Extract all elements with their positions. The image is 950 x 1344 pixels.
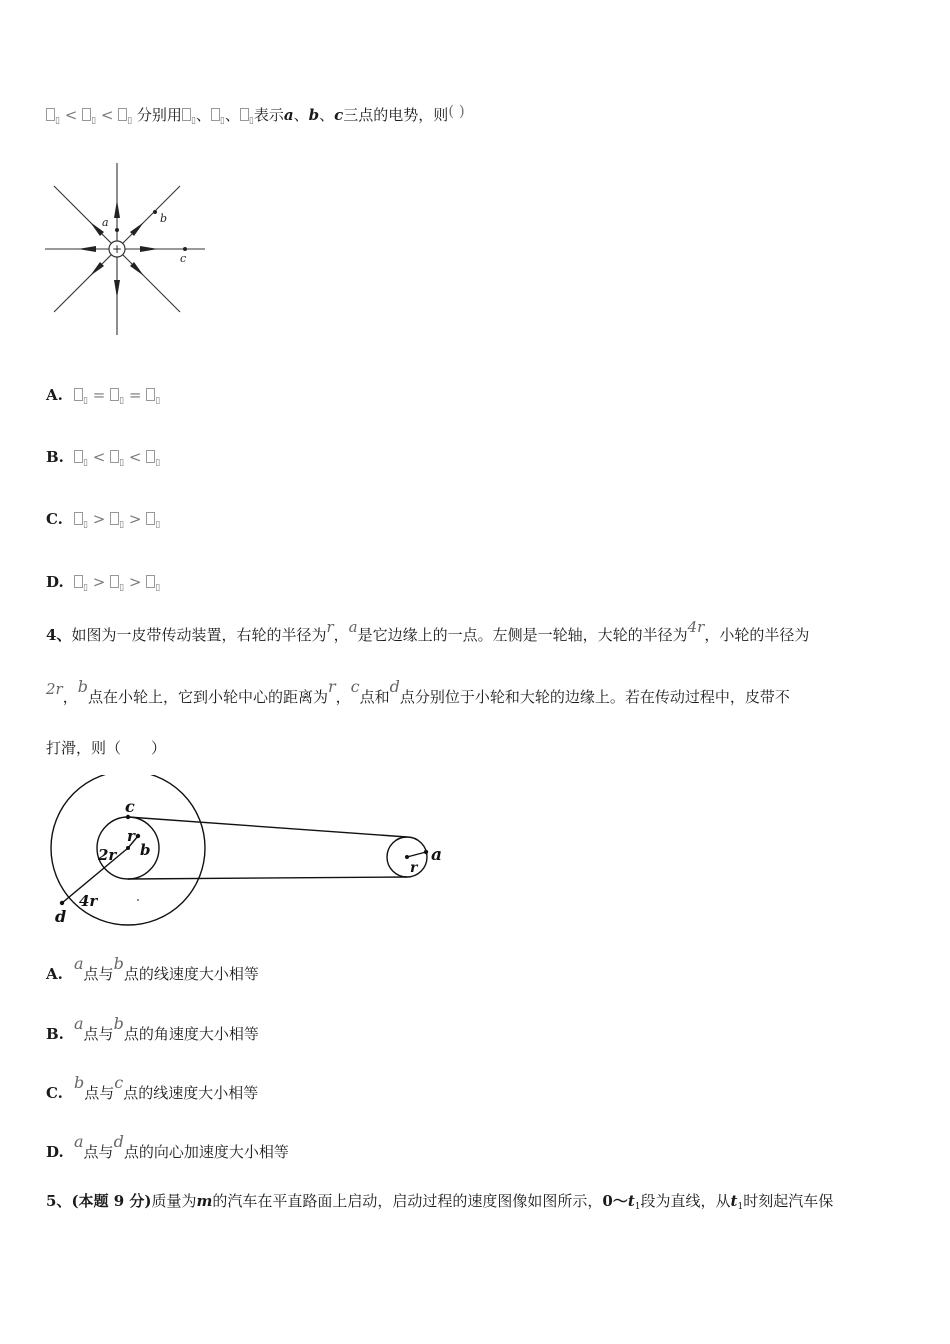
q3-option-c[interactable]: C. $_▯$ > $_▯$ > $_▯$ (46, 510, 161, 530)
q5-stem-line1: 5、(本题 9 分)质量为m的汽车在平直路面上启动，启动过程的速度图像如图所示，$0\sim t_1$段为直线，从$t_1$时刻起汽车保 (46, 1192, 834, 1212)
q3-option-b[interactable]: B. $_▯$ < $_▯$ < $_▯$ (46, 448, 161, 468)
q4-option-b[interactable]: B.a点与b点的角速度大小相等 (46, 1014, 259, 1043)
q4-option-d[interactable]: D.a点与d点的向心加速度大小相等 (46, 1132, 289, 1161)
point-c-dot (183, 247, 187, 251)
point-charge-field-figure (40, 158, 210, 343)
point-c-label: c (180, 252, 187, 265)
label-r-right: r (410, 860, 418, 876)
label-b: b (140, 841, 151, 859)
q4-stem-line3: 打滑，则（ ） (46, 739, 167, 757)
svg-text:+: + (111, 242, 123, 256)
right-wheel-center (405, 855, 409, 859)
belt-bottom (128, 877, 407, 879)
q4-option-c[interactable]: C.b点与c点的线速度大小相等 (46, 1073, 259, 1102)
radius-r-a (407, 852, 426, 857)
label-r-small: r (127, 827, 135, 845)
point-b-dot (153, 210, 157, 214)
point-b-dot (136, 834, 140, 838)
q3-stem: $_▯$ < $_▯$ < $_▯$ 分别用 $_▯$、 $_▯$、 $_▯$表示a、b、c三点的电势，则( ) (46, 104, 465, 126)
point-a-dot (424, 850, 428, 854)
q3-option-a[interactable]: A. $_▯$ = $_▯$ = $_▯$ (46, 386, 161, 406)
q4-stem-line2: 2r，b点在小轮上，它到小轮中心的距离为r，c点和d点分别位于小轮和大轮的边缘上。若在传动过程中，皮带不 (46, 677, 790, 706)
label-c: c (125, 797, 135, 816)
point-a-label: a (102, 216, 109, 229)
belt-top (128, 817, 407, 837)
q4-stem-line1: 4、如图为一皮带传动装置，右轮的半径为r，a是它边缘上的一点。左侧是一轮轴，大轮的半径为4r，小轮的半径为 (46, 618, 810, 644)
large-wheel-center (126, 846, 130, 850)
belt-drive-figure (40, 775, 460, 930)
q3-option-d[interactable]: D. $_▯$ > $_▯$ > $_▯$ (46, 573, 161, 593)
formula-phi-order: $_▯$ < $_▯$ < $_▯$ (46, 106, 137, 124)
label-d: d (55, 907, 67, 926)
label-2r: 2r (98, 846, 117, 864)
point-a-dot (115, 228, 119, 232)
point-d-dot (60, 901, 64, 905)
q4-option-a[interactable]: A.a点与b点的线速度大小相等 (46, 954, 259, 983)
point-b-label: b (160, 212, 168, 225)
label-4r: 4r (79, 892, 98, 910)
label-a: a (431, 845, 443, 865)
